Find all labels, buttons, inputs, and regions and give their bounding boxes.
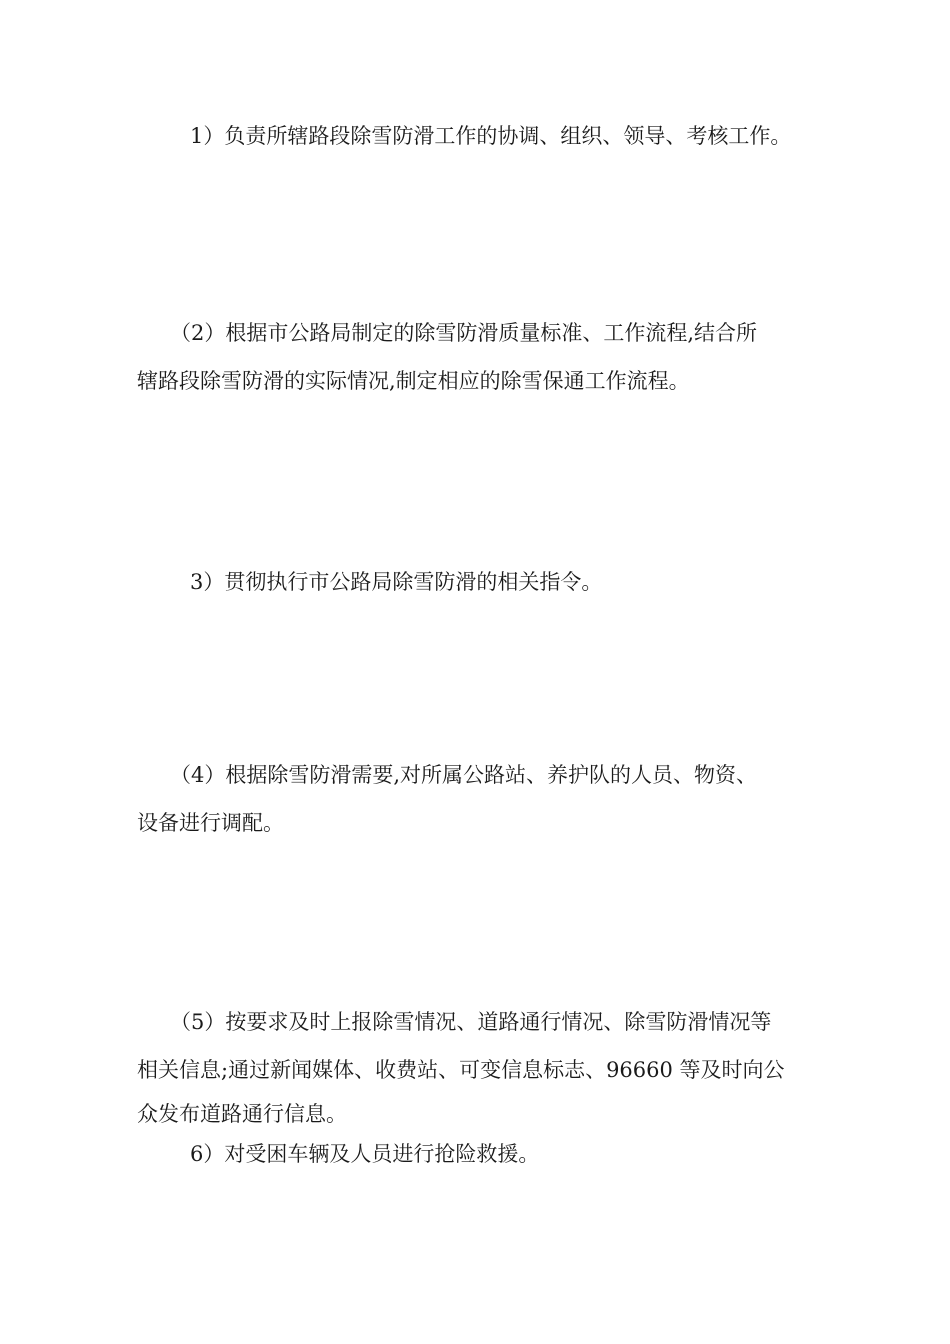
paragraph-5	[137, 998, 785, 1134]
paragraph-5-line-1: （5）按要求及时上报除雪情况、道路通行情况、除雪防滑情况等	[170, 1010, 772, 1034]
paragraph-5-line-3: 众发布道路通行信息。	[137, 1102, 347, 1126]
paragraph-2-line-2: 辖路段除雪防滑的实际情况,制定相应的除雪保通工作流程。	[137, 369, 690, 393]
paragraph-3	[190, 558, 602, 606]
paragraph-5-line-2: 相关信息;通过新闻媒体、收费站、可变信息标志、96660 等及时向公	[137, 1058, 785, 1082]
paragraph-3-line-1: 3）贯彻执行市公路局除雪防滑的相关指令。	[190, 570, 603, 594]
paragraph-4	[137, 751, 758, 847]
paragraph-4-line-2: 设备进行调配。	[137, 811, 284, 835]
paragraph-6-line-1: 6）对受困车辆及人员进行抢险救援。	[190, 1142, 540, 1166]
paragraph-2-line-1: （2）根据市公路局制定的除雪防滑质量标准、工作流程,结合所	[170, 321, 758, 345]
paragraph-6	[190, 1130, 539, 1178]
paragraph-1-line-1: 1）负责所辖路段除雪防滑工作的协调、组织、领导、考核工作。	[190, 124, 792, 148]
paragraph-1	[190, 112, 791, 160]
paragraph-2	[137, 309, 758, 405]
paragraph-4-line-1: （4）根据除雪防滑需要,对所属公路站、养护队的人员、物资、	[170, 763, 758, 787]
